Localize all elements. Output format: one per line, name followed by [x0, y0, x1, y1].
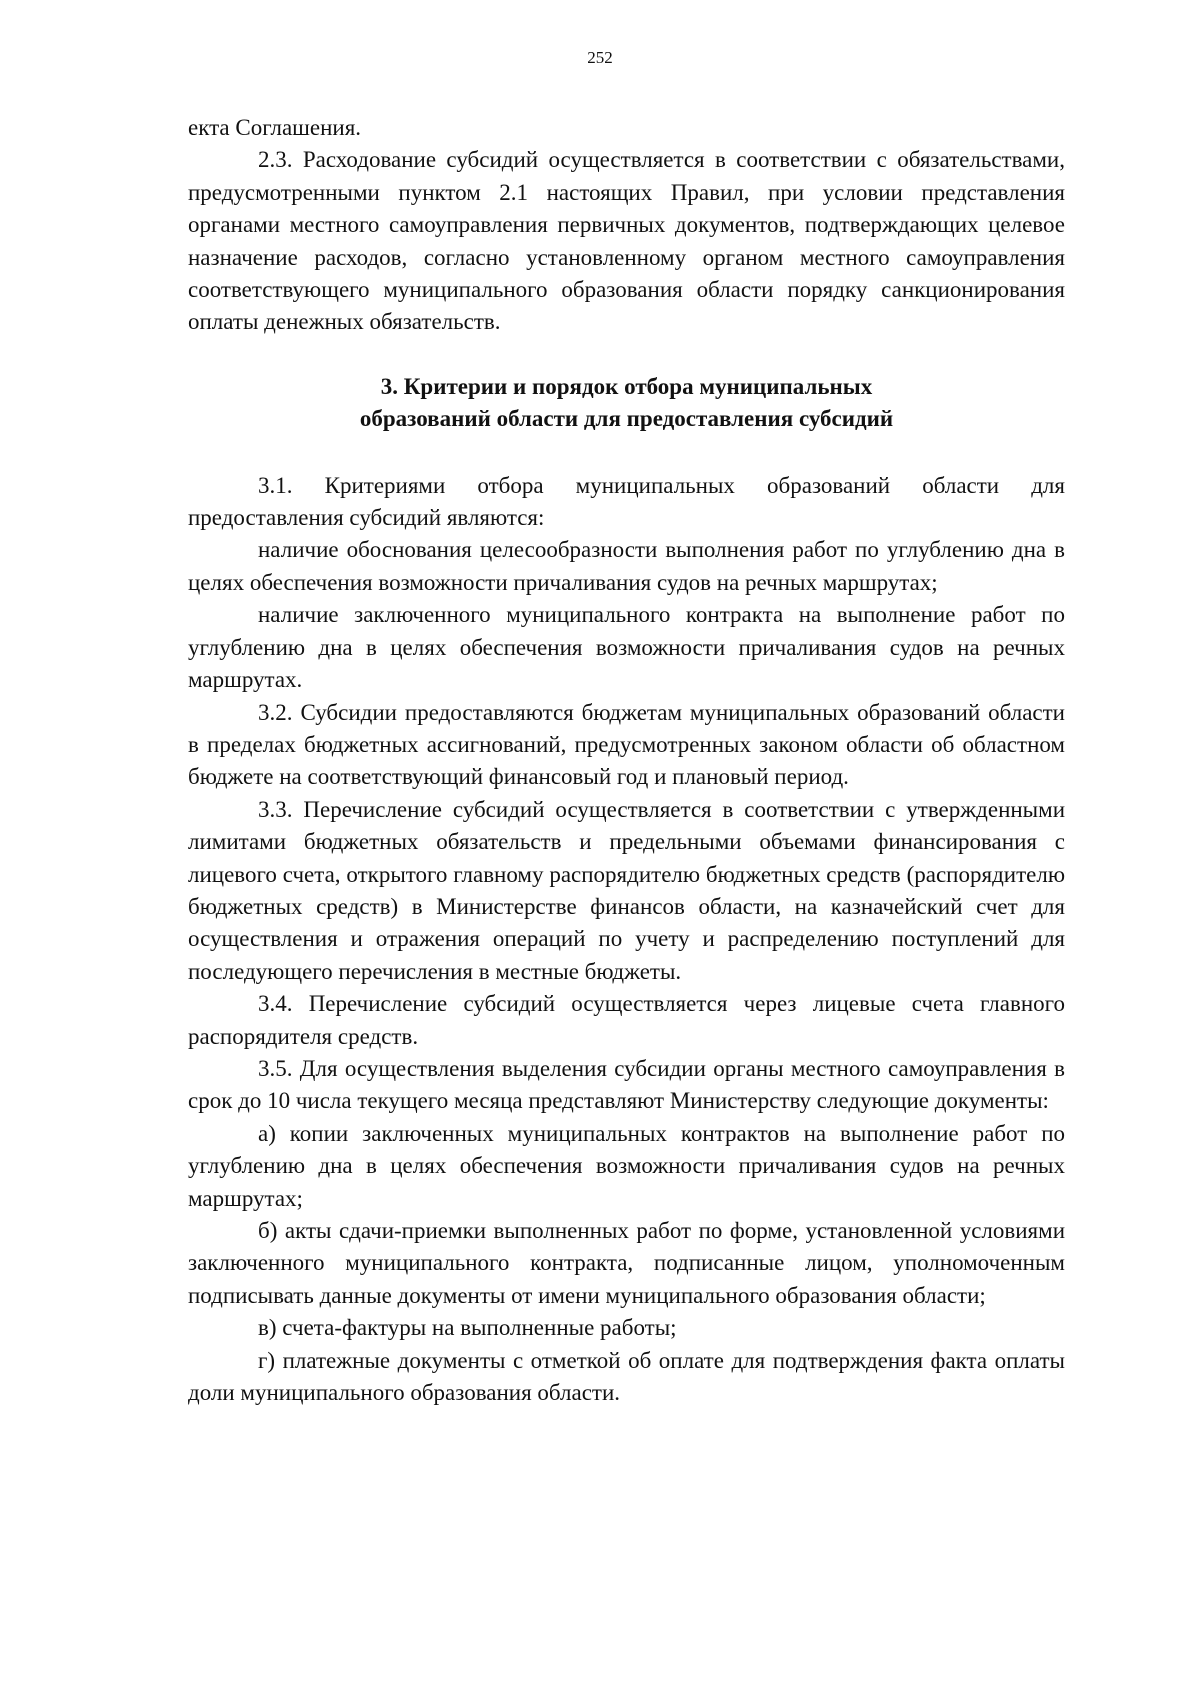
paragraph-continuation: екта Соглашения. — [188, 115, 362, 140]
paragraph-criterion-1: наличие обоснования целесообразности выполнения работ по углублению дна в целях обеспечения возможности причаливания судов на речных маршрутах; — [188, 537, 1065, 595]
section-heading-line-2: образований области для предоставления субсидий — [359, 406, 894, 432]
paragraph-3-2: 3.2. Субсидии предоставляются бюджетам муниципальных образований области в пределах бюджетных ассигнований, предусмотренных законом области об областном бюджете на соответствующий финансовый год и плановый период. — [188, 699, 1065, 790]
page-number: 252 — [587, 48, 613, 67]
paragraph-3-3: 3.3. Перечисление субсидий осуществляется в соответствии с утвержденными лимитами бюджетных обязательств и предельными объемами финансирования с лицевого счета, открытого главному распорядителю бюджетных средств (распорядителю бюджетных средств) в Министерстве финансов области, на казначейский счет для осуществления и отражения операций по учету и распределению поступлений для последующего перечисления в местные бюджеты. — [188, 796, 1065, 984]
paragraph-3-5: 3.5. Для осуществления выделения субсидии органы местного самоуправления в срок до 10 числа текущего месяца представляют Министерству следующие документы: — [188, 1055, 1065, 1114]
paragraph-item-b: б) акты сдачи-приемки выполненных работ по форме, установленной условиями заключенного муниципального контракта, подписанные лицом, уполномоченным подписывать данные документы от имени муниципального образования области; — [188, 1218, 1065, 1308]
paragraph-3-4: 3.4. Перечисление субсидий осуществляется через лицевые счета главного распорядителя средств. — [188, 991, 1065, 1049]
section-heading-line-1: 3. Критерии и порядок отбора муниципальных — [380, 373, 873, 399]
paragraph-2-3: 2.3. Расходование субсидий осуществляется в соответствии с обязательствами, предусмотренными пунктом 2.1 настоящих Правил, при условии представления органами местного самоуправления первичных документов, подтверждающих целевое назначение расходов, согласно установленному органом местного самоуправления соответствующего муниципального образования области порядку санкционирования оплаты денежных обязательств. — [188, 147, 1065, 335]
paragraph-criterion-2: наличие заключенного муниципального контракта на выполнение работ по углублению дна в целях обеспечения возможности причаливания судов на речных маршрутах. — [188, 602, 1065, 693]
document-body — [188, 112, 1065, 1409]
paragraph-item-g: г) платежные документы с отметкой об оплате для подтверждения факта оплаты доли муниципального образования области. — [188, 1347, 1065, 1406]
paragraph-item-a: а) копии заключенных муниципальных контрактов на выполнение работ по углублению дна в целях обеспечения возможности причаливания судов на речных маршрутах; — [188, 1120, 1065, 1211]
section-heading — [188, 371, 1065, 436]
paragraph-item-v: в) счета-фактуры на выполненные работы; — [258, 1315, 677, 1341]
paragraph-3-1: 3.1. Критериями отбора муниципальных образований области для предоставления субсидий являются: — [188, 472, 1065, 531]
